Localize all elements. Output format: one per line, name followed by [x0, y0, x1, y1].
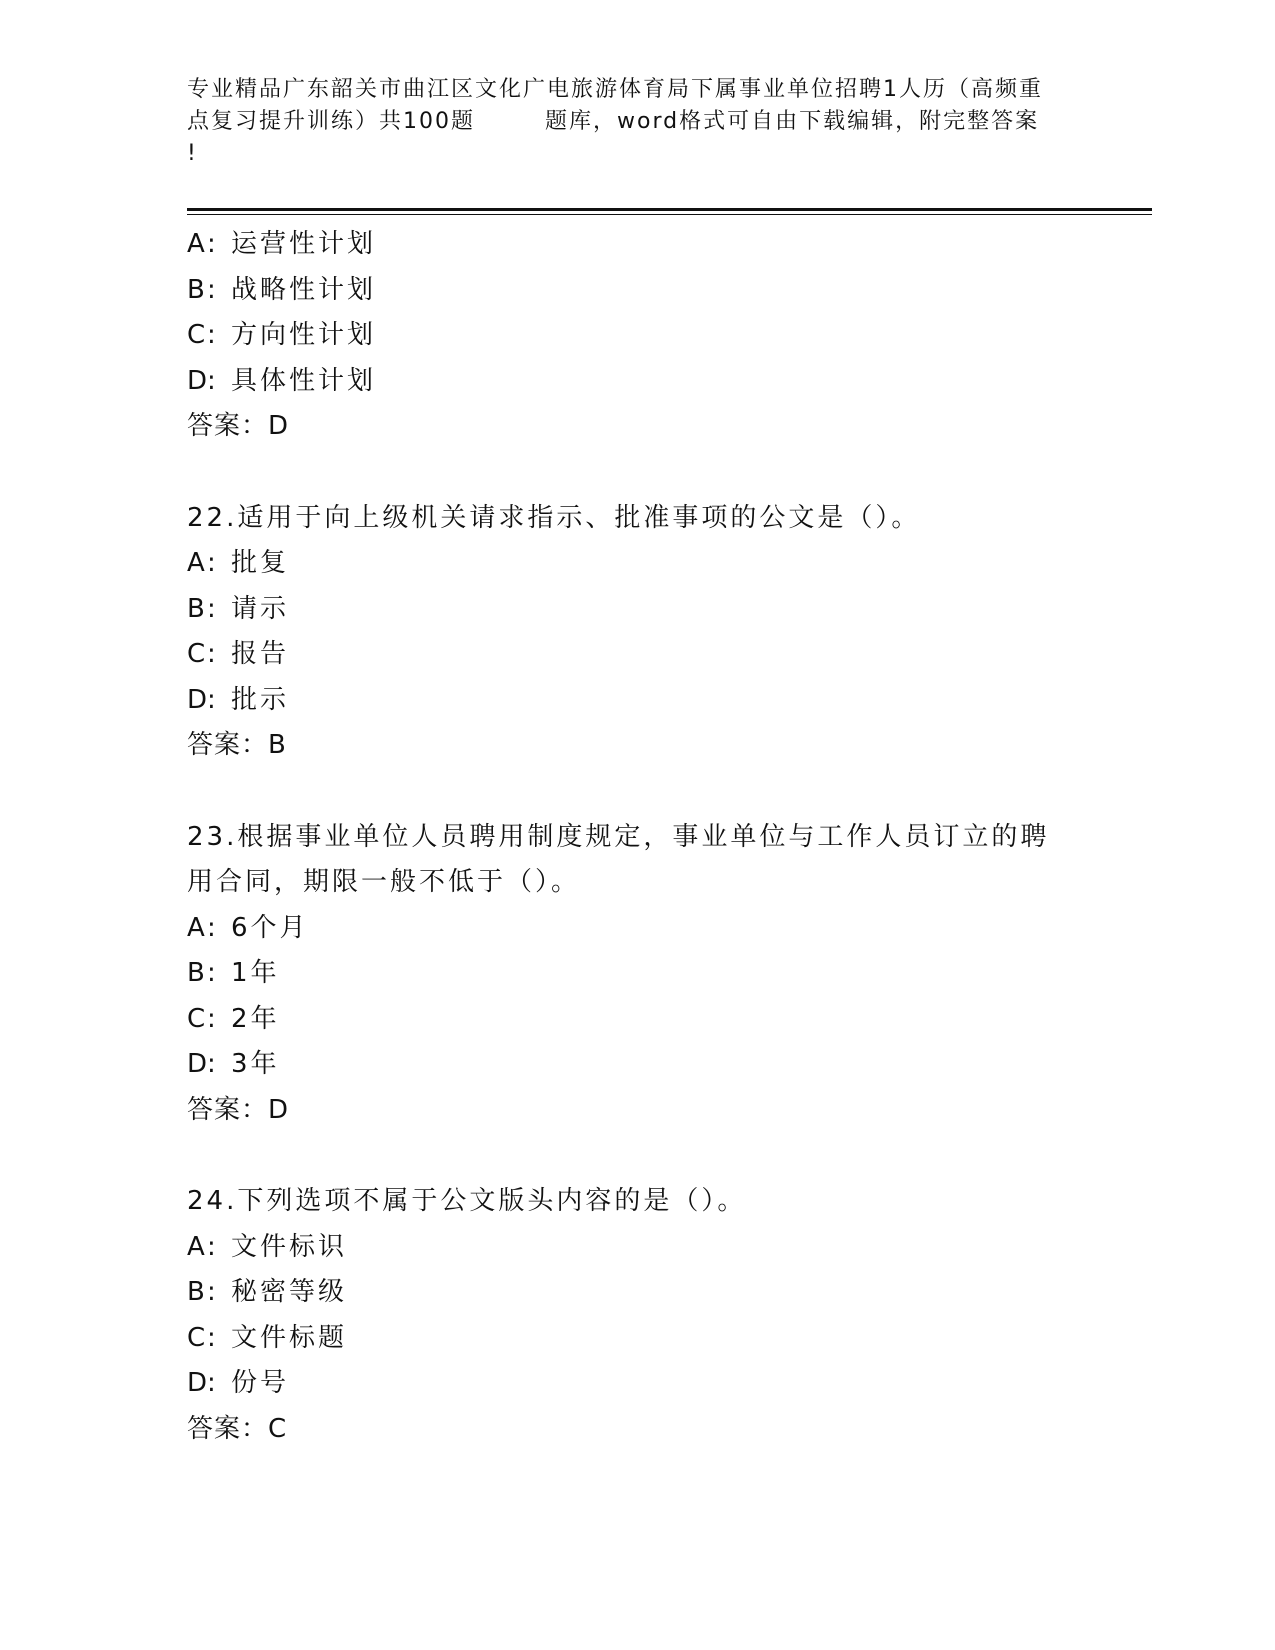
answer-line: 答案：D — [187, 1094, 290, 1125]
document-header — [187, 74, 1087, 170]
header-rule-thick — [187, 208, 1152, 211]
header-line-2a: 点复习提升训练）共100题 — [187, 109, 475, 134]
question-stem: 23.根据事业单位人员聘用制度规定，事业单位与工作人员订立的聘用合同，期限一般不低于（）。 — [187, 821, 1050, 897]
question-block — [187, 496, 1147, 769]
header-rule-thin — [187, 214, 1152, 215]
header-line-1: 专业精品广东韶关市曲江区文化广电旅游体育局下属事业单位招聘1人历（高频重 — [187, 77, 1043, 102]
option-b: B: 1年 — [187, 958, 280, 988]
header-line-3: ! — [187, 141, 198, 166]
option-c: C: 报告 — [187, 639, 290, 669]
answer-line: 答案：C — [187, 1413, 288, 1444]
answer-line: 答案：B — [187, 730, 287, 760]
header-line-2b: 题库，word格式可自由下载编辑，附完整答案 — [545, 109, 1040, 134]
option-d: D: 具体性计划 — [187, 365, 377, 396]
option-b: B: 战略性计划 — [187, 274, 377, 305]
option-a: A: 6个月 — [187, 912, 309, 943]
question-stem: 22.适用于向上级机关请求指示、批准事项的公文是（）。 — [187, 502, 921, 533]
question-block — [187, 1179, 1147, 1452]
option-b: B: 秘密等级 — [187, 1277, 348, 1307]
option-c: C: 2年 — [187, 1003, 280, 1034]
option-d: D: 3年 — [187, 1049, 280, 1079]
question-block — [187, 815, 1147, 1134]
option-a: A: 运营性计划 — [187, 229, 377, 259]
option-a: A: 批复 — [187, 548, 290, 578]
option-c: C: 方向性计划 — [187, 320, 377, 350]
question-list — [187, 222, 1147, 1452]
option-b: B: 请示 — [187, 593, 290, 624]
option-c: C: 文件标题 — [187, 1322, 348, 1353]
question-stem: 24.下列选项不属于公文版头内容的是（）。 — [187, 1186, 747, 1216]
header-line-2 — [187, 106, 1087, 138]
option-d: D: 批示 — [187, 684, 290, 715]
option-d: D: 份号 — [187, 1368, 290, 1398]
answer-line: 答案：D — [187, 411, 290, 441]
question-block — [187, 222, 1147, 450]
option-a: A: 文件标识 — [187, 1231, 348, 1262]
